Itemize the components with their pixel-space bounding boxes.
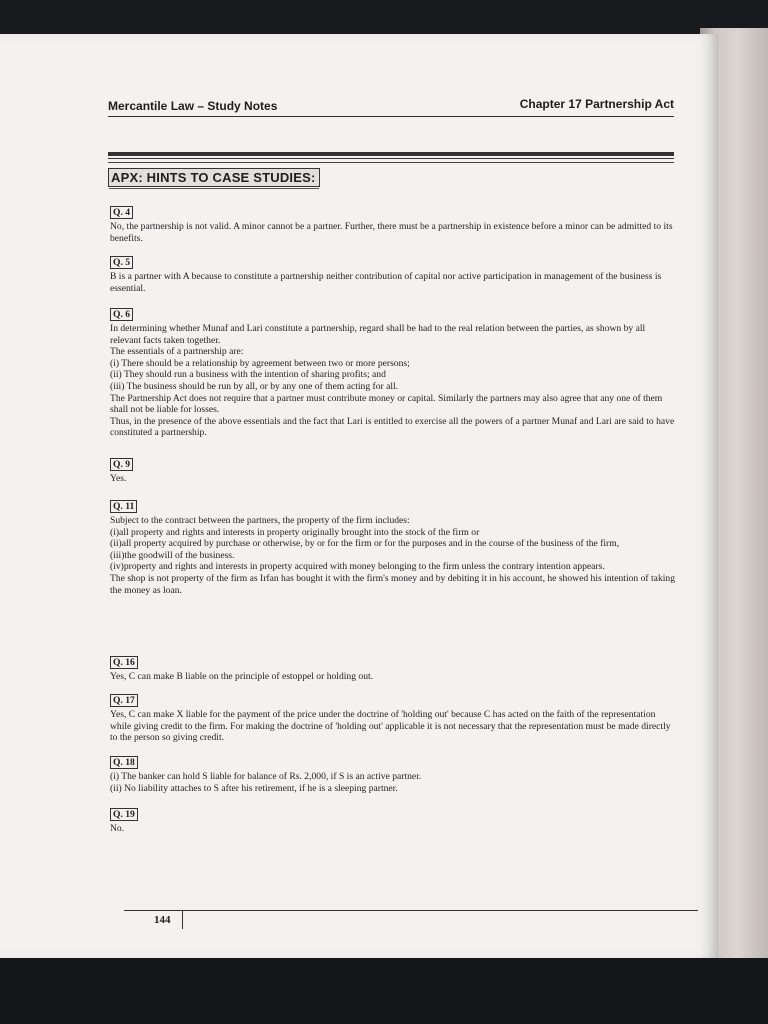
answer-text: Thus, in the presence of the above essentials and the fact that Lari is entitled to exercise all the powers of a partner Munaf and Lari are said to have constituted a partnership. [110, 415, 675, 439]
question-q18 [110, 756, 676, 794]
answer-text: The essentials of a partnership are: [110, 346, 244, 358]
answer-text: Yes. [110, 473, 127, 484]
answer-text: The shop is not property of the firm as Irfan has bought it with the firm's money and by debiting it in his account, he showed his intention of taking the money as loan. [110, 572, 675, 596]
question-q9 [110, 458, 676, 485]
header-left: Mercantile Law – Study Notes [108, 99, 278, 113]
scan-top-border [0, 0, 768, 34]
question-q16 [110, 656, 676, 683]
question-label: Q. 18 [110, 756, 138, 769]
answer-text: Subject to the contract between the partners, the property of the firm includes: [110, 515, 410, 526]
answer-list-item: (i)all property and rights and interests in property originally brought into the stock of the firm or [110, 526, 480, 538]
answer-list-item: (iii)the goodwill of the business. [110, 549, 235, 561]
header-right: Chapter 17 Partnership Act [519, 97, 674, 111]
question-label: Q. 4 [110, 206, 133, 219]
answer-text: No, the partnership is not valid. A minor cannot be a partner. Further, there must be a partnership in existence before a minor can be admitted to its benefits. [110, 221, 673, 244]
answer-text: Yes, C can make B liable on the principle of estoppel or holding out. [110, 671, 374, 682]
question-label: Q. 19 [110, 808, 138, 821]
section-rule-thin [108, 158, 674, 159]
running-header [108, 94, 674, 117]
footer-rule [124, 910, 698, 911]
section-rule-thick [108, 152, 674, 156]
question-label: Q. 11 [110, 500, 137, 513]
question-q5 [110, 256, 676, 294]
question-label: Q. 9 [110, 458, 133, 471]
scan-bottom-border [0, 958, 768, 1024]
answer-list-item: (ii) No liability attaches to S after his retirement, if he is a sleeping partner. [110, 782, 398, 794]
answer-list-item: (i) There should be a relationship by agreement between two or more persons; [110, 357, 410, 369]
question-q17 [110, 694, 676, 744]
question-q4 [110, 206, 676, 244]
answer-text: The Partnership Act does not require that a partner must contribute money or capital. Similarly the partners may also agree that any one of them shall not be liable for losses. [110, 392, 663, 416]
section-rule-thin-2 [108, 162, 674, 163]
answer-list-item: (i) The banker can hold S liable for balance of Rs. 2,000, if S is an active partner. [110, 771, 422, 782]
question-label: Q. 16 [110, 656, 138, 669]
question-label: Q. 6 [110, 308, 133, 321]
question-label: Q. 5 [110, 256, 133, 269]
footer-divider [182, 911, 183, 929]
question-q19 [110, 808, 676, 835]
answer-list-item: (ii)all property acquired by purchase or otherwise, by or for the firm or for the purposes and in the course of the business of the firm, [110, 538, 620, 550]
section-title: APX: HINTS TO CASE STUDIES: [108, 168, 320, 187]
answer-text: Yes, C can make X liable for the payment of the price under the doctrine of 'holding out' because C has acted on the faith of the representation while giving credit to the firm. For making the doctrine of 'holding out' applicable it is not necessary that the representation must be made directly to the person so giving credit. [110, 709, 671, 744]
answer-text: No. [110, 823, 125, 834]
page-number: 144 [154, 914, 171, 926]
answer-list-item: (ii) They should run a business with the intention of sharing profits; and [110, 369, 386, 381]
answer-list-item: (iii) The business should be run by all, or by any one of them acting for all. [110, 380, 399, 392]
question-q6 [110, 308, 676, 439]
question-q11 [110, 500, 676, 596]
answer-list-item: (iv)property and rights and interests in property acquired with money belonging to the firm unless the contrary intention appears. [110, 561, 605, 573]
question-label: Q. 17 [110, 694, 138, 707]
answer-text: In determining whether Munaf and Lari constitute a partnership, regard shall be had to the real relation between the parties, as shown by all relevant facts taken together. [110, 323, 646, 346]
answer-text: B is a partner with A because to constitute a partnership neither contribution of capital nor active participation in management of the business is essential. [110, 271, 662, 294]
